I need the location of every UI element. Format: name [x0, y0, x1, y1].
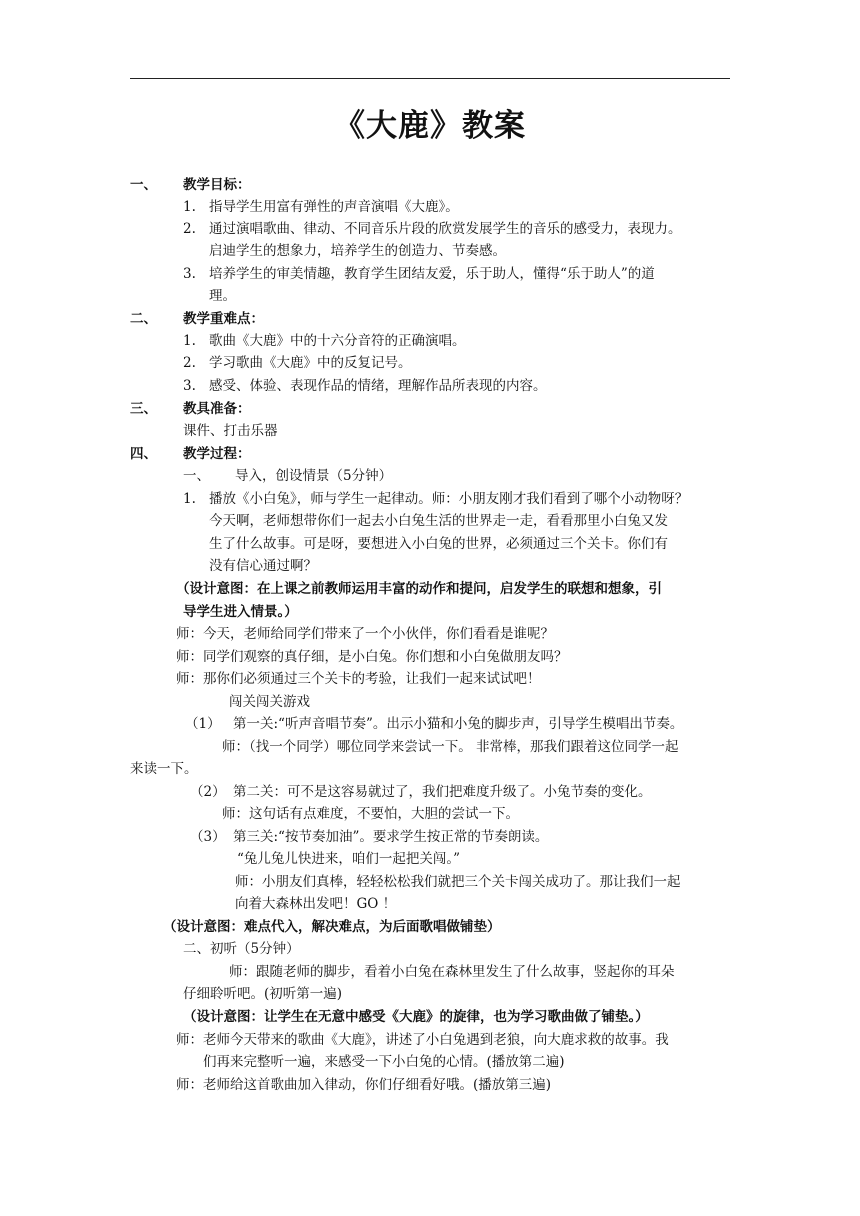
level-3-number: （3）	[190, 829, 226, 845]
keypoint-3-number: 3.	[183, 378, 196, 394]
keypoint-3	[183, 375, 547, 397]
objective-2-number: 2.	[183, 221, 196, 237]
objective-2-text-cont: 启迪学生的想象力，培养学生的创造力、节奏感。	[209, 243, 506, 259]
level-2-text: 第二关：可不是这容易就过了，我们把难度升级了。小兔节奏的变化。	[233, 784, 652, 800]
keypoint-3-text: 感受、体验、表现作品的情绪，理解作品所表现的内容。	[209, 378, 547, 394]
level-3-quote: “兔儿兔儿快进来，咱们一起把关闯。”	[237, 851, 461, 867]
materials-text: 课件、打击乐器	[183, 423, 278, 439]
level-1-teacher-cont: 来读一下。	[130, 761, 198, 777]
keypoint-1-text: 歌曲《大鹿》中的十六分音符的正确演唱。	[209, 333, 466, 349]
keypoint-2-number: 2.	[183, 355, 196, 371]
level-2-number: （2）	[190, 784, 226, 800]
objective-3-text-cont: 理。	[209, 288, 236, 304]
process-step-1-number: 1.	[183, 491, 196, 507]
keypoint-2	[183, 352, 412, 374]
section-3-heading: 教具准备：	[183, 401, 251, 417]
design-intent-3: （设计意图：让学生在无意中感受《大鹿》的旋律，也为学习歌曲做了铺垫。）	[183, 1009, 649, 1025]
objective-1-number: 1.	[183, 199, 196, 215]
objective-3-text: 培养学生的审美情趣，教育学生团结友爱，乐于助人，懂得“乐于助人”的道	[209, 266, 655, 282]
part-1-number: 一、	[183, 468, 210, 484]
teacher-line-2: 师：同学们观察的真仔细，是小白兔。你们想和小白兔做朋友吗？	[176, 649, 568, 665]
part-2-teacher-1: 师：跟随老师的脚步，看着小白兔在森林里发生了什么故事，竖起你的耳朵	[229, 964, 675, 980]
section-4-number: 四、	[130, 446, 157, 462]
level-1	[185, 713, 683, 735]
section-1-heading: 教学目标：	[183, 177, 251, 193]
part-1-text: 导入，创设情景（5分钟）	[235, 468, 393, 484]
level-3-teacher: 师：小朋友们真棒，轻轻松松我们就把三个关卡闯关成功了。那让我们一起	[235, 874, 681, 890]
section-1-number: 一、	[130, 177, 157, 193]
part-2-title: 二、初听（5分钟）	[183, 941, 300, 957]
section-2-number: 二、	[130, 311, 157, 327]
part-2-teacher-2-cont: 们再来完整听一遍，来感受一下小白兔的心情。(播放第二遍)	[203, 1054, 565, 1070]
objective-3-number: 3.	[183, 266, 196, 282]
teacher-line-1: 师：今天，老师给同学们带来了一个小伙伴，你们看看是谁呢？	[176, 626, 554, 642]
level-1-teacher: 师：（找一个同学）哪位同学来尝试一下。 非常棒，那我们跟着这位同学一起	[222, 739, 679, 755]
level-1-text: 第一关:“听声音唱节奏”。出示小猫和小兔的脚步声，引导学生模唱出节奏。	[233, 716, 684, 732]
teacher-line-3: 师：那你们必须通过三个关卡的考验，让我们一起来试试吧！	[176, 671, 541, 687]
level-3-teacher-cont: 向着大森林出发吧！GO ！	[235, 896, 397, 912]
section-2-heading: 教学重难点：	[183, 311, 264, 327]
objective-3	[183, 263, 655, 285]
part-2-teacher-2: 师：老师今天带来的歌曲《大鹿》，讲述了小白兔遇到老狼，向大鹿求救的故事。我	[176, 1032, 669, 1048]
level-3-text: 第三关:“按节奏加油”。要求学生按正常的节奏朗读。	[233, 829, 549, 845]
objective-2-text: 通过演唱歌曲、律动、不同音乐片段的欣赏发展学生的音乐的感受力，表现力。	[209, 221, 682, 237]
design-intent-1: （设计意图：在上课之前教师运用丰富的动作和提问，启发学生的联想和想象，引	[176, 581, 662, 597]
keypoint-2-text: 学习歌曲《大鹿》中的反复记号。	[209, 355, 412, 371]
header-rule	[130, 78, 730, 79]
process-step-1-cont-2: 生了什么故事。可是呀，要想进入小白兔的世界，必须通过三个关卡。你们有	[209, 536, 668, 552]
level-2	[190, 781, 652, 803]
objective-1	[183, 196, 459, 218]
page-title: 《大鹿》教案	[334, 108, 526, 144]
process-step-1	[183, 488, 688, 510]
design-intent-1-cont: 导学生进入情景。）	[183, 604, 298, 620]
game-title: 闯关闯关游戏	[229, 694, 310, 710]
design-intent-2: （设计意图：难点代入，解决难点，为后面歌唱做铺垫）	[163, 919, 501, 935]
section-4-heading: 教学过程：	[183, 446, 251, 462]
part-2-teacher-3: 师：老师给这首歌曲加入律动，你们仔细看好哦。(播放第三遍)	[176, 1077, 552, 1093]
keypoint-1-number: 1.	[183, 333, 196, 349]
part-2-teacher-1-cont: 仔细聆听吧。(初听第一遍)	[183, 986, 343, 1002]
level-3	[190, 826, 548, 848]
level-2-teacher: 师：这句话有点难度，不要怕，大胆的尝试一下。	[222, 806, 519, 822]
objective-2	[183, 218, 682, 240]
part-1-title	[183, 465, 392, 487]
process-step-1-cont-3: 没有信心通过啊？	[209, 558, 317, 574]
keypoint-1	[183, 330, 466, 352]
section-3-number: 三、	[130, 401, 157, 417]
process-step-1-text: 播放《小白兔》，师与学生一起律动。师：小朋友刚才我们看到了哪个小动物呀？	[209, 491, 689, 507]
objective-1-text: 指导学生用富有弹性的声音演唱《大鹿》。	[209, 199, 459, 215]
level-1-number: （1）	[185, 716, 221, 732]
process-step-1-cont-1: 今天啊，老师想带你们一起去小白兔生活的世界走一走，看看那里小白兔又发	[209, 513, 668, 529]
